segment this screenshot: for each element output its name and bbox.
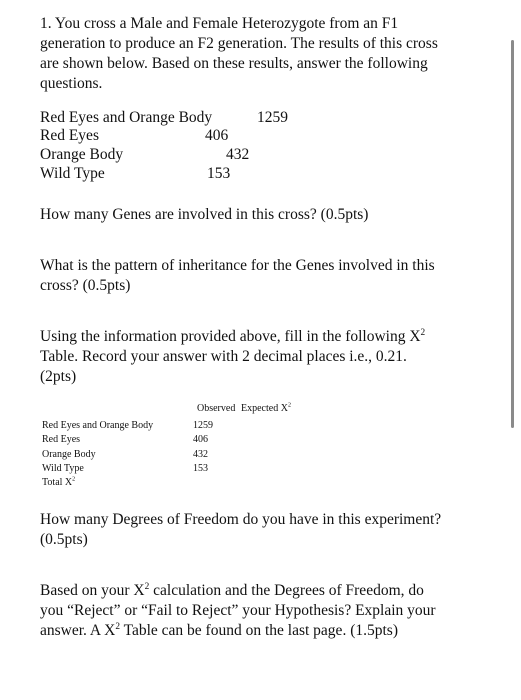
result-count-wild-type: 153 — [207, 165, 231, 182]
question-chi-table — [40, 327, 425, 387]
question-genes — [40, 205, 368, 225]
result-count-orange-body: 432 — [226, 146, 250, 163]
result-label-orange-body: Orange Body — [40, 146, 124, 163]
table-row-observed: 432 — [193, 449, 208, 460]
result-label-red-eyes-orange-body: Red Eyes and Orange Body — [40, 109, 213, 126]
result-label-wild-type: Wild Type — [40, 165, 105, 182]
question-pattern — [40, 256, 435, 296]
question-genes-text: How many Genes are involved in this cross? (0.5pts) — [40, 206, 369, 223]
table-row-label: Wild Type — [42, 463, 84, 474]
result-label-red-eyes: Red Eyes — [40, 127, 99, 144]
question-df-line: How many Degrees of Freedom do you have in this experiment? — [40, 511, 442, 528]
question-line: questions. — [40, 75, 103, 92]
question-pattern-line: What is the pattern of inheritance for the Genes involved in this — [40, 257, 435, 274]
question-line: generation to produce an F2 generation. The results of this cross — [40, 35, 438, 52]
table-row-label: Red Eyes — [42, 434, 81, 445]
question-chi-line: Table. Record your answer with 2 decimal places i.e., 0.21. — [40, 348, 407, 365]
table-row-observed: 1259 — [193, 420, 213, 431]
question-df-line: (0.5pts) — [40, 531, 88, 548]
question-chi-line: (2pts) — [40, 368, 77, 385]
header-expected-x2: Expected $X^2$ — [241, 402, 291, 414]
question-pattern-line: cross? (0.5pts) — [40, 277, 131, 294]
question-degrees-freedom — [40, 510, 441, 550]
table-row-label: Red Eyes and Orange Body — [42, 420, 154, 431]
question-reject-line: Based on your $X^2$ calculation and the Degrees of Freedom, do — [40, 581, 424, 599]
question-reject-line: you “Reject” or “Fail to Reject” your Hypothesis? Explain your — [40, 602, 436, 619]
result-count-red-eyes: 406 — [205, 127, 229, 144]
table-row-observed: 406 — [193, 434, 208, 445]
table-row-observed: 153 — [193, 463, 208, 474]
question-chi-line: Using the information provided above, fill in the following $X^2$ — [40, 327, 426, 345]
question-reject-line: answer. A $X^2$ Table can be found on the last page. (1.5pts) — [40, 621, 398, 639]
question-intro — [40, 14, 438, 94]
question-reject — [40, 581, 436, 641]
header-observed: Observed — [197, 403, 236, 414]
question-line: are shown below. Based on these results, answer the following — [40, 55, 428, 72]
table-total-label: Total $X^2$ — [42, 476, 76, 488]
question-line: 1. You cross a Male and Female Heterozygote from an F1 — [40, 15, 399, 32]
vertical-scrollbar[interactable] — [511, 40, 514, 428]
table-row-label: Orange Body — [42, 449, 96, 460]
result-count-red-eyes-orange-body: 1259 — [257, 109, 288, 126]
